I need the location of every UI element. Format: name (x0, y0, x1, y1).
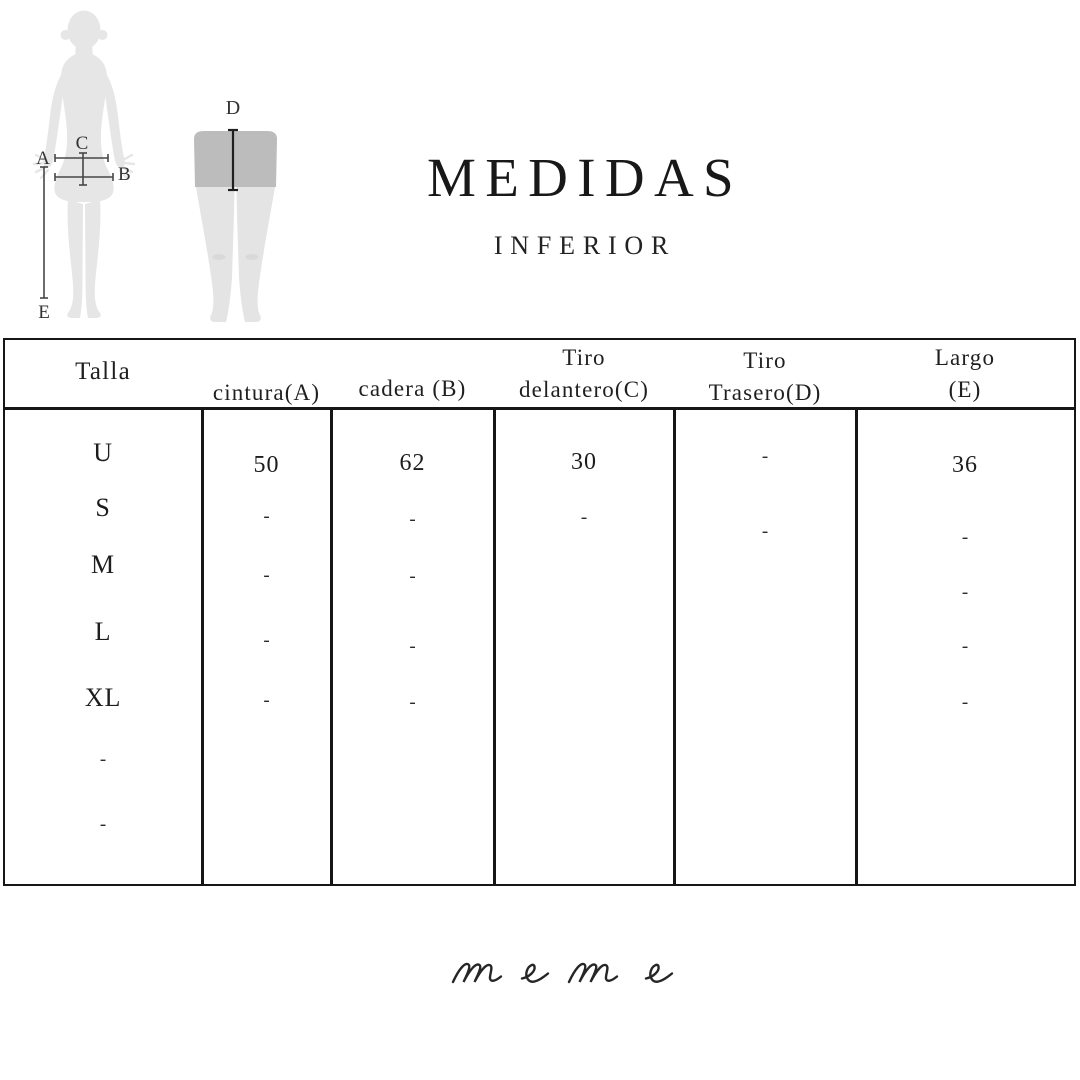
measure-label-b: B (118, 164, 131, 185)
measurements-table (3, 338, 1076, 886)
table-cell: - (761, 446, 769, 467)
measure-label-c: C (75, 133, 89, 154)
column-cintura (203, 410, 330, 884)
column-talla (5, 410, 201, 884)
table-cell: XL (84, 683, 122, 712)
table-cell: 30 (571, 449, 597, 475)
table-cell: - (961, 527, 969, 548)
table-cell: M (91, 550, 115, 579)
table-cell: - (409, 566, 416, 587)
table-cell: L (94, 617, 112, 646)
brand-signature (450, 925, 690, 1000)
header-text: Largo (934, 345, 996, 370)
table-cell: - (99, 749, 107, 770)
table-cell: - (409, 692, 416, 713)
column-header-talla (5, 356, 201, 388)
table-cell: 62 (399, 450, 426, 476)
column-header-largo (857, 342, 1073, 406)
table-cell: - (580, 507, 588, 528)
column-header-tiro-trasero (675, 345, 855, 409)
title-block (310, 147, 860, 260)
table-cell: U (93, 438, 113, 467)
front-body-silhouette (43, 11, 125, 319)
measure-label-e: E (38, 302, 50, 320)
table-cell: 36 (952, 452, 978, 478)
column-cadera (332, 410, 493, 884)
header-text: Tiro (743, 348, 787, 373)
column-tiro-delantero (495, 410, 673, 884)
header-text: cadera (B) (358, 376, 467, 401)
table-cell: - (263, 565, 270, 586)
column-header-cadera (332, 373, 493, 405)
header-text: Trasero(D) (708, 380, 822, 405)
brand-name-text (0, 0, 1, 1)
header-text: Talla (75, 358, 131, 385)
table-cell: - (409, 509, 416, 530)
table-cell: - (961, 636, 969, 657)
table-cell: - (263, 630, 270, 651)
measure-label-a: A (36, 148, 50, 169)
table-header-row (5, 340, 1074, 410)
table-cell: S (95, 493, 111, 522)
shorts-region (194, 131, 277, 187)
table-cell: - (761, 521, 769, 542)
table-cell: - (961, 692, 969, 713)
table-cell: - (961, 582, 969, 603)
table-cell: 50 (253, 452, 280, 478)
column-tiro-trasero (675, 410, 855, 884)
header-text: Tiro (562, 345, 606, 370)
measure-label-d: D (225, 97, 241, 119)
column-header-tiro-delantero (495, 342, 673, 406)
header-text: (E) (948, 377, 982, 402)
table-cell: - (99, 814, 107, 835)
table-body (5, 410, 1074, 884)
page-subtitle: INFERIOR (493, 231, 677, 260)
front-body-figure (18, 8, 163, 320)
header-text: delantero(C) (518, 377, 650, 402)
column-largo (857, 410, 1073, 884)
table-cell: - (263, 690, 270, 711)
page-title: MEDIDAS (426, 147, 743, 208)
knee-shadow (246, 254, 259, 260)
signature-strokes (453, 964, 672, 982)
legs-silhouette (196, 187, 275, 322)
knee-shadow (213, 254, 226, 260)
column-header-cintura (203, 377, 330, 409)
table-cell: - (409, 636, 416, 657)
back-legs-figure (188, 95, 303, 325)
header-text: cintura(A) (212, 380, 321, 405)
table-cell: - (263, 506, 270, 527)
